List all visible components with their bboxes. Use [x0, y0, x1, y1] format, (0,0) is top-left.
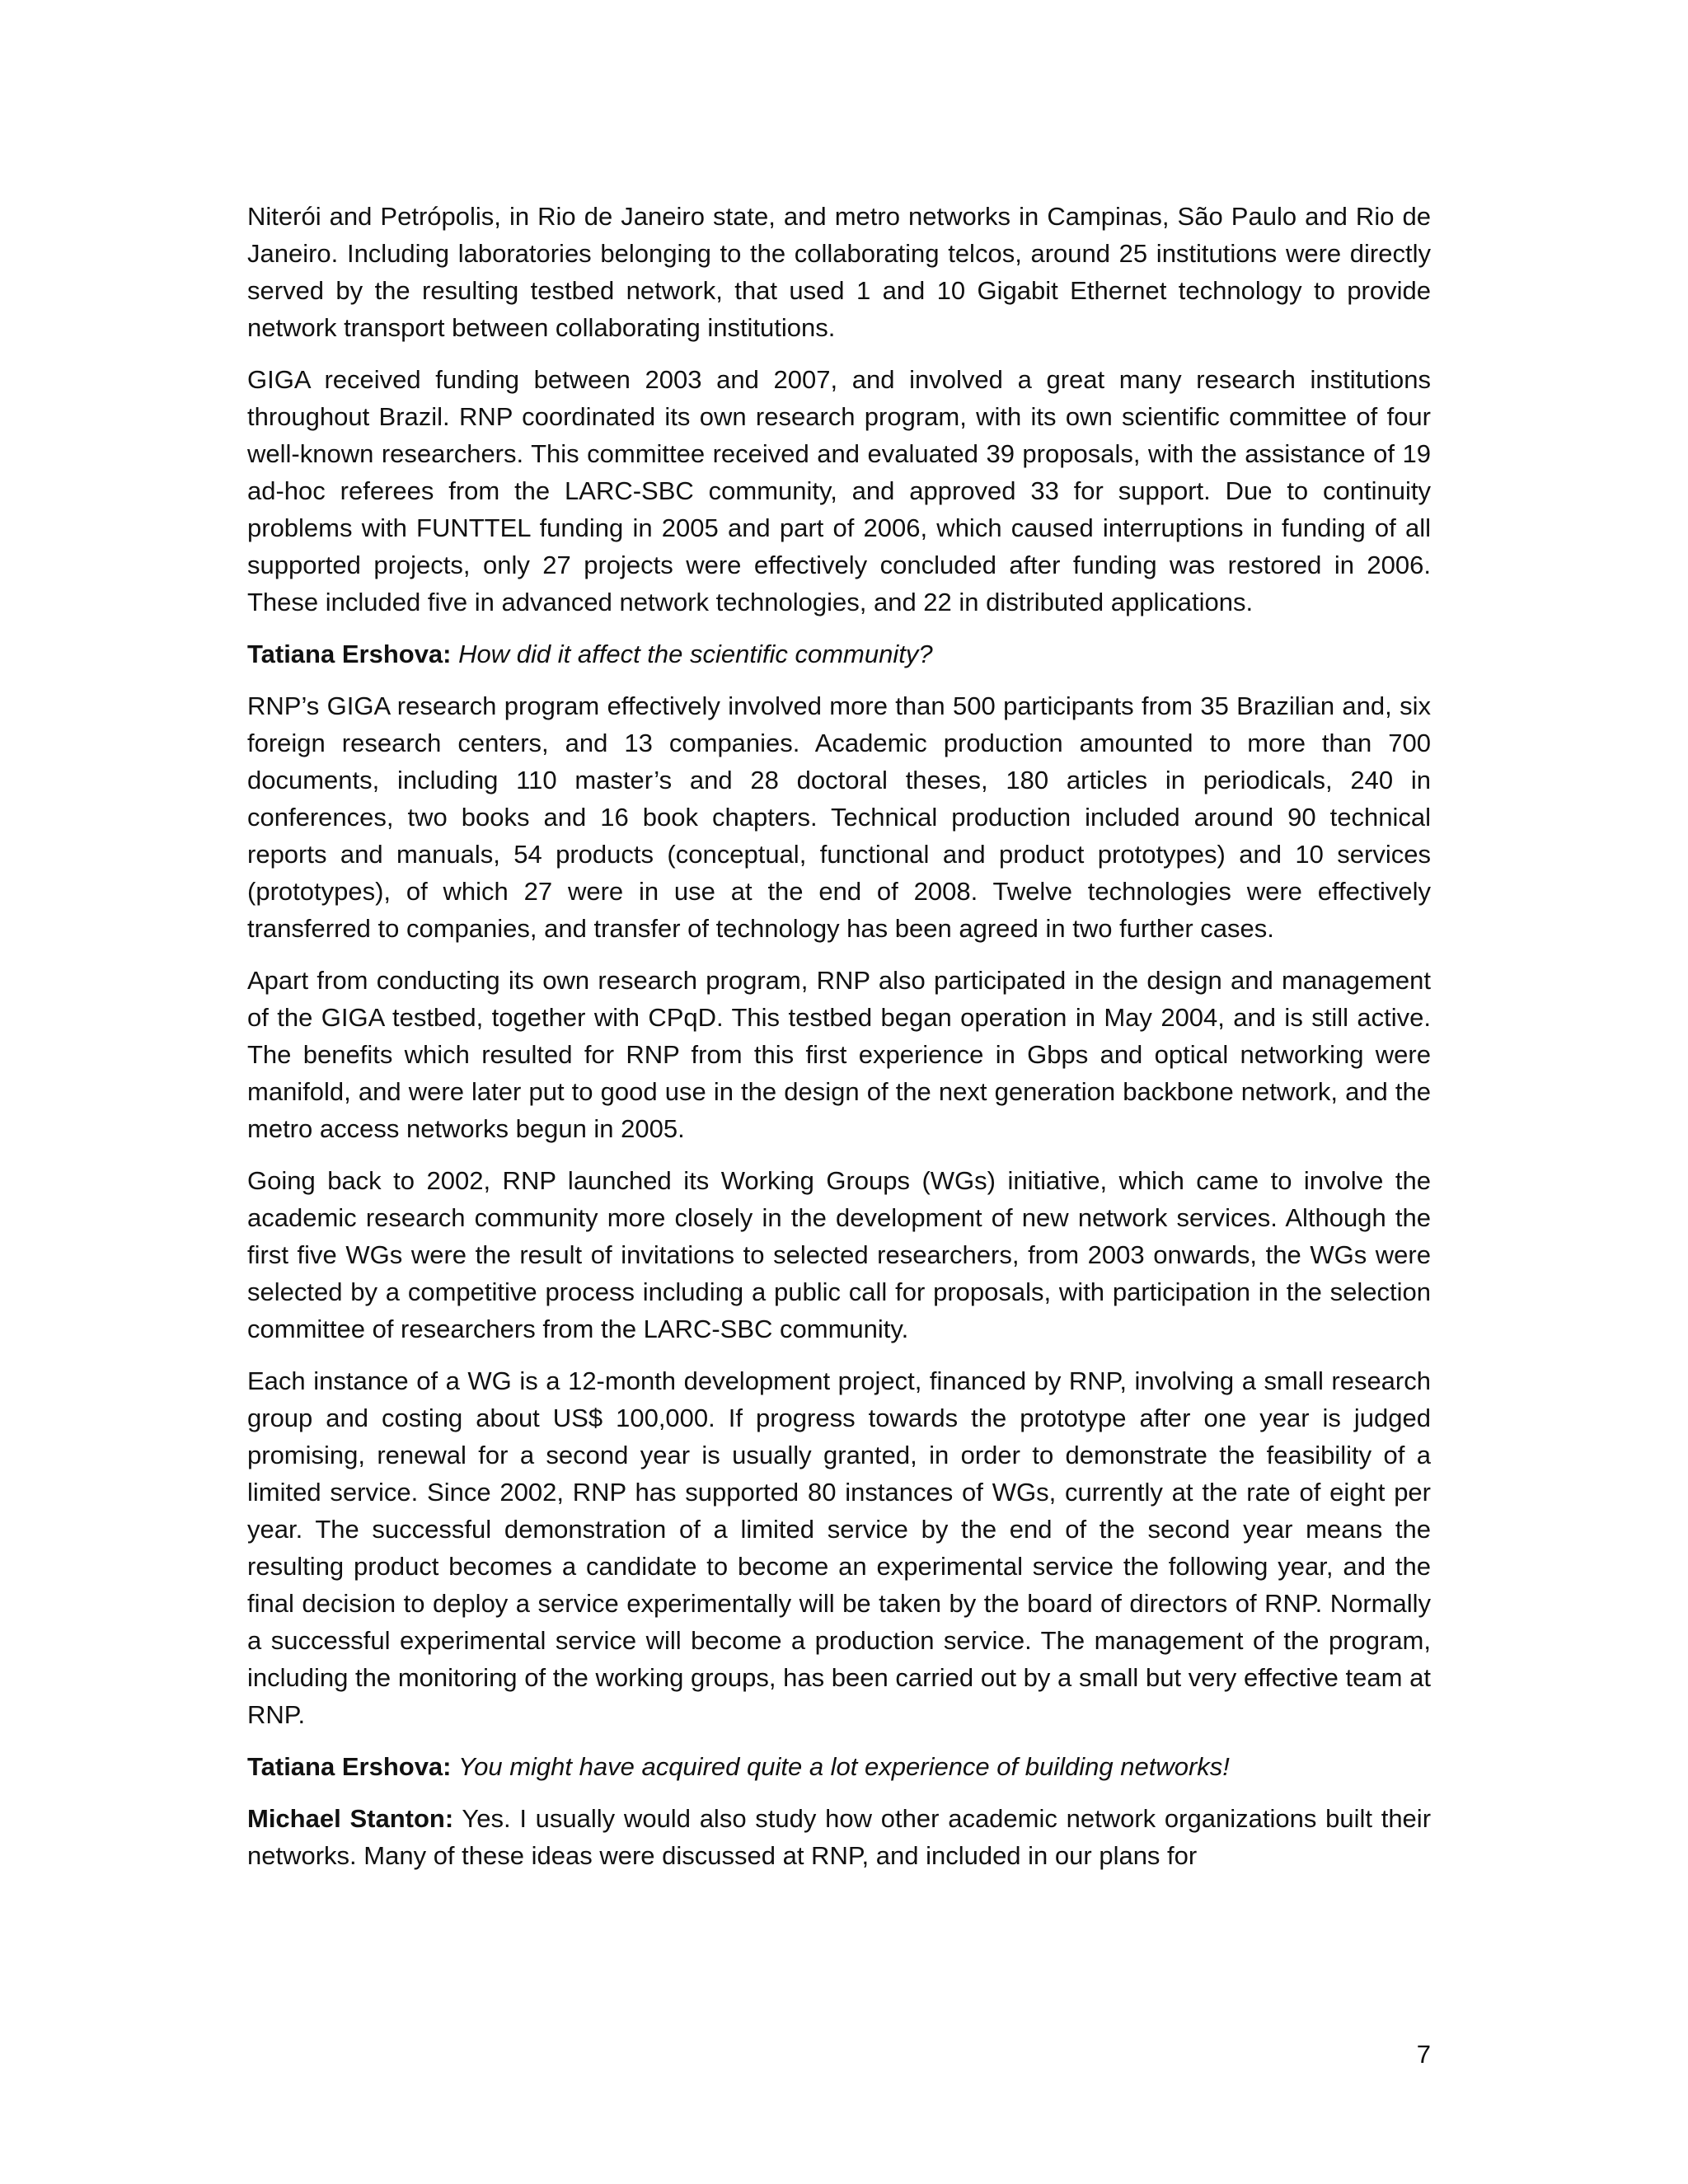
speaker-name: Tatiana Ershova:	[247, 1752, 452, 1781]
question-text: You might have acquired quite a lot experience of building networks!	[458, 1752, 1230, 1781]
interview-question-building-networks	[247, 1748, 1431, 1785]
paragraph-giga-participation: RNP’s GIGA research program effectively involved more than 500 participants from 35 Brazilian and, six foreign research centers, and 13 companies. Academic production amounted to more than 700 documents, including 110 master’s and 28 doctoral theses, 180 articles in periodicals, 240 in conferences, two books and 16 book chapters. Technical production included around 90 technical reports and manuals, 54 products (conceptual, functional and product prototypes) and 10 services (prototypes), of which 27 were in use at the end of 2008. Twelve technologies were effectively transferred to companies, and transfer of technology has been agreed in two further cases.	[247, 691, 1431, 943]
page-content	[247, 198, 1431, 1889]
paragraph-giga-funding: GIGA received funding between 2003 and 2007, and involved a great many research institutions throughout Brazil. RNP coordinated its own research program, with its own scientific committee of four well-known researchers. This committee received and evaluated 39 proposals, with the assistance of 19 ad-hoc referees from the LARC-SBC community, and approved 33 for support. Due to continuity problems with FUNTTEL funding in 2005 and part of 2006, which caused interruptions in funding of all supported projects, only 27 projects were effectively concluded after funding was restored in 2006. These included five in advanced network technologies, and 22 in distributed applications.	[247, 365, 1431, 616]
paragraph-wg-instances: Each instance of a WG is a 12-month development project, financed by RNP, involving a small research group and costing about US$ 100,000. If progress towards the prototype after one year is judged promising, renewal for a second year is usually granted, in order to demonstrate the feasibility of a limited service. Since 2002, RNP has supported 80 instances of WGs, currently at the rate of eight per year. The successful demonstration of a limited service by the end of the second year means the resulting product becomes a candidate to become an experimental service the following year, and the final decision to deploy a service experimentally will be taken by the board of directors of RNP. Normally a successful experimental service will become a production service. The management of the program, including the monitoring of the working groups, has been carried out by a small but very effective team at RNP.	[247, 1366, 1431, 1729]
page-number: 7	[1416, 2040, 1431, 2069]
speaker-name: Michael Stanton:	[247, 1804, 454, 1833]
interview-question-scientific-community	[247, 635, 1431, 673]
question-text: How did it affect the scientific community?	[458, 640, 933, 668]
paragraph-testbed-network: Niterói and Petrópolis, in Rio de Janeiro state, and metro networks in Campinas, São Paulo and Rio de Janeiro. Including laboratories belonging to the collaborating telcos, around 25 institutions were directly served by the resulting testbed network, that used 1 and 10 Gigabit Ethernet technology to provide network transport between collaborating institutions.	[247, 202, 1431, 342]
paragraph-giga-testbed: Apart from conducting its own research program, RNP also participated in the design and management of the GIGA testbed, together with CPqD. This testbed began operation in May 2004, and is still active. The benefits which resulted for RNP from this first experience in Gbps and optical networking were manifold, and were later put to good use in the design of the next generation backbone network, and the metro access networks begun in 2005.	[247, 966, 1431, 1143]
speaker-name: Tatiana Ershova:	[247, 640, 452, 668]
answer-text: Yes. I usually would also study how other academic network organizations built their networks. Many of these ideas were discussed at RNP, and included in our plans for	[247, 1804, 1432, 1870]
paragraph-working-groups: Going back to 2002, RNP launched its Working Groups (WGs) initiative, which came to involve the academic research community more closely in the development of new network services. Although the first five WGs were the result of invitations to selected researchers, from 2003 onwards, the WGs were selected by a competitive process including a public call for proposals, with participation in the selection committee of researchers from the LARC-SBC community.	[247, 1166, 1431, 1343]
interview-answer-stanton	[247, 1800, 1431, 1874]
